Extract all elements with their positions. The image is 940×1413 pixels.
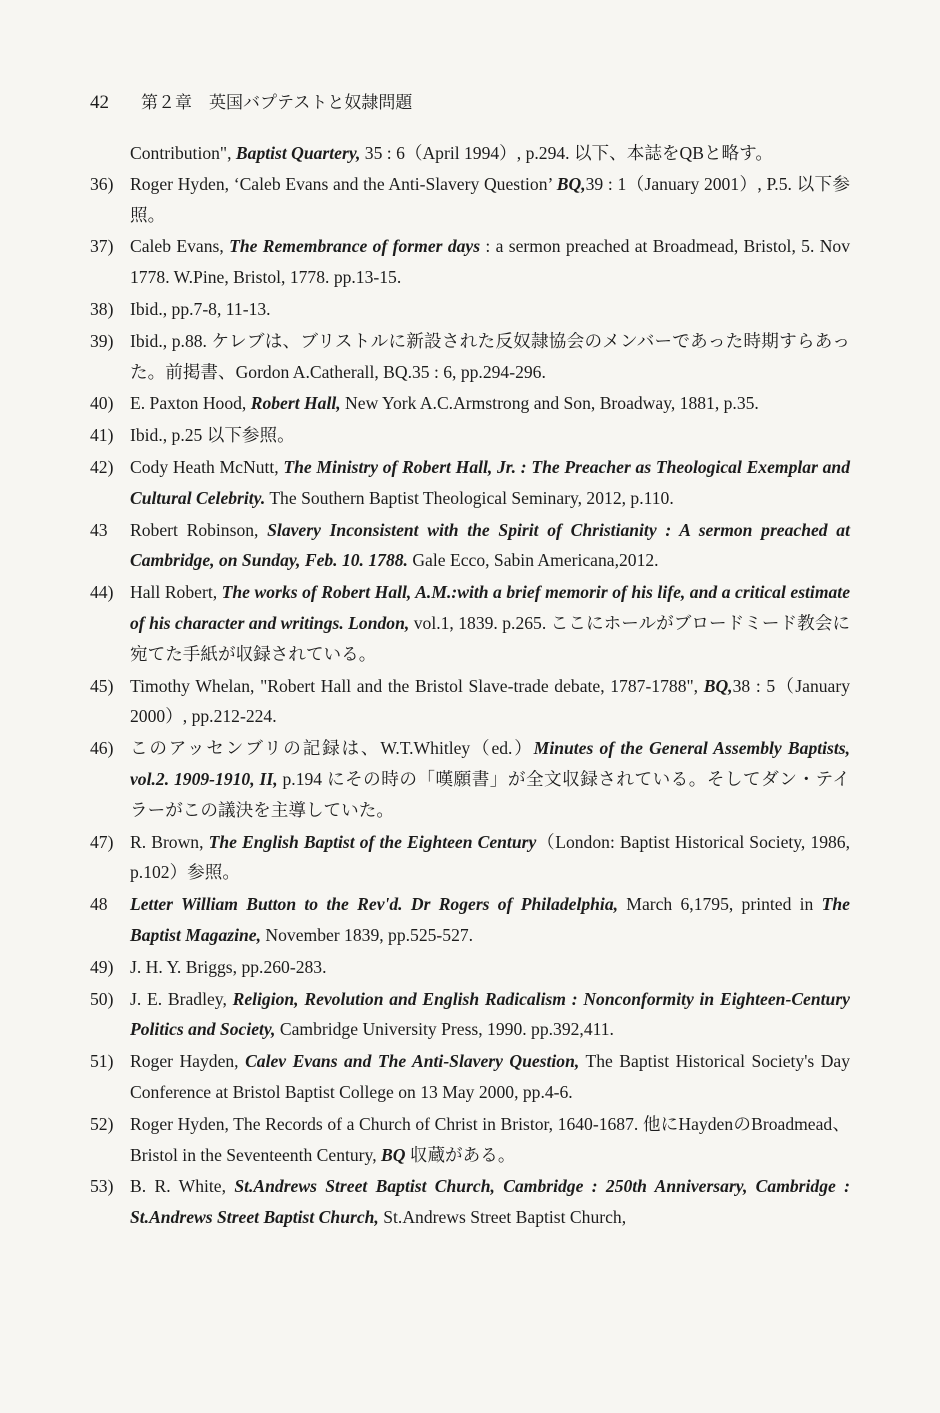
text-span: Timothy Whelan, "Robert Hall and the Bristol Slave-trade debate, 1787-1788", <box>130 675 704 696</box>
footnote-number: 37) <box>90 236 114 257</box>
footnote <box>90 733 850 825</box>
footnote <box>90 326 850 388</box>
footnote-number: 39) <box>90 330 114 351</box>
italic-title-span: The Ministry of Robert Hall, Jr. : The Preacher as Theological Exemplar and Cultural Celebrity. <box>130 456 850 508</box>
text-span: （London: Baptist Historical Society, 1986, p.102）参照。 <box>130 831 850 883</box>
footnote-number: 40) <box>90 393 114 414</box>
italic-title-span: Slavery Inconsistent with the Spirit of Christianity : A sermon preached at Cambridge, on Sunday, Feb. 10. 1788. <box>130 519 850 571</box>
footnote-number: 46) <box>90 738 114 759</box>
footnote <box>90 827 850 889</box>
italic-title-span: Letter William Button to the Rev'd. Dr Rogers of Philadelphia, <box>130 894 619 915</box>
footnote <box>90 577 850 669</box>
chapter-title: 第２章 英国バプテストと奴隷問題 <box>141 93 413 113</box>
footnote <box>90 515 850 577</box>
footnote-text <box>130 326 850 388</box>
text-span: 39 : 1（January 2001）, P.5. 以下参照。 <box>130 173 850 225</box>
footnote-text <box>130 515 850 577</box>
italic-title-span: Minutes of the General Assembly Baptists, vol.2. 1909-1910, II, <box>130 738 850 789</box>
italic-title-span: The Remembrance of former days <box>229 236 481 257</box>
footnote-number: 52) <box>90 1113 114 1134</box>
text-span: J. E. Bradley, <box>130 988 233 1009</box>
footnote-number: 44) <box>90 582 114 603</box>
footnote-number: 36) <box>90 173 114 194</box>
footnote-text <box>130 420 850 451</box>
footnote <box>90 984 850 1046</box>
footnote-text <box>130 452 850 514</box>
footnote-text <box>130 952 850 983</box>
text-span: The Southern Baptist Theological Seminary, 2012, p.110. <box>265 487 674 508</box>
text-span: p.194 にその時の「嘆願書」が全文収録されている。そしてダン・テイラーがこの議決を主導していた。 <box>130 768 850 820</box>
footnote <box>90 169 850 231</box>
footnote <box>90 1109 850 1171</box>
footnote-number: 48 <box>90 894 108 915</box>
italic-title-span: The English Baptist of the Eighteen Century <box>208 831 537 852</box>
text-span: Ibid., p.88. ケレブは、ブリストルに新設された反奴隷協会のメンバーであった時期すらあった。前掲書、Gordon A.Catherall, BQ.35 : 6, pp.294-296. <box>130 330 850 382</box>
text-span: Ibid., pp.7-8, 11-13. <box>130 298 271 319</box>
footnote-text <box>130 1046 850 1108</box>
text-span: Caleb Evans, <box>130 236 230 257</box>
footnote-number: 41) <box>90 425 114 446</box>
footnote-text <box>130 827 850 889</box>
footnote <box>90 952 850 983</box>
text-span: Roger Hyden, ‘Caleb Evans and the Anti-Slavery Question’ <box>130 173 557 194</box>
footnote-text <box>130 231 850 293</box>
text-span: St.Andrews Street Baptist Church, <box>378 1207 627 1228</box>
italic-title-span: Calev Evans and The Anti-Slavery Question, <box>245 1051 580 1072</box>
footnote-number: 49) <box>90 956 114 977</box>
text-span: Hall Robert, <box>130 582 222 603</box>
text-span: Roger Hayden, <box>130 1051 246 1072</box>
text-span: 収蔵がある。 <box>405 1144 516 1165</box>
italic-title-span: St.Andrews Street Baptist Church, Cambridge : 250th Anniversary, Cambridge : St.Andrews Street Baptist Church, <box>130 1176 850 1228</box>
footnote-text <box>130 671 850 733</box>
text-span: vol.1, 1839. p.265. ここにホールがブロードミード教会に宛てた手紙が収録されている。 <box>130 612 850 664</box>
text-span: Roger Hyden, The Records of a Church of Christ in Bristor, 1640-1687. 他にHaydenのBroadmead、Bristol in the Seventeenth Century, <box>130 1113 850 1165</box>
footnote-number: 50) <box>90 988 114 1009</box>
footnotes-list <box>90 138 850 1234</box>
footnote <box>90 1171 850 1233</box>
text-span: Robert Robinson, <box>130 519 268 540</box>
text-span: J. H. Y. Briggs, pp.260-283. <box>130 956 327 977</box>
text-span: March 6,1795, printed in <box>618 894 822 915</box>
footnote-number: 42) <box>90 456 114 477</box>
footnote-text <box>130 733 850 825</box>
footnote-text <box>130 889 850 951</box>
text-span: Gale Ecco, Sabin Americana,2012. <box>407 550 659 571</box>
text-span: E. Paxton Hood, <box>130 393 251 414</box>
footnote-number: 53) <box>90 1176 114 1197</box>
footnote-text <box>130 388 850 419</box>
italic-title-span: Baptist Quartery, <box>235 143 361 163</box>
footnote <box>90 231 850 293</box>
italic-title-span: BQ <box>381 1144 406 1165</box>
italic-title-span: The works of Robert Hall, A.M.:with a brief memorir of his life, and a critical estimate of his character and writings. London, <box>130 582 850 633</box>
text-span: 35 : 6（April 1994）, p.294. 以下、本誌をQBと略す。 <box>360 143 773 163</box>
footnote-text <box>130 1109 850 1171</box>
italic-title-span: BQ, <box>556 173 586 194</box>
footnote-number: 47) <box>90 831 114 852</box>
text-span: B. R. White, <box>130 1176 235 1197</box>
text-span: November 1839, pp.525-527. <box>261 924 474 945</box>
footnote <box>90 1046 850 1108</box>
text-span: Cambridge University Press, 1990. pp.392,411. <box>275 1019 614 1040</box>
page-number: 42 <box>90 92 109 113</box>
footnote <box>90 671 850 733</box>
footnote-number: 43 <box>90 519 108 540</box>
footnote-number: 38) <box>90 298 114 319</box>
italic-title-span: BQ, <box>703 675 733 696</box>
footnote-text <box>130 984 850 1046</box>
footnote <box>90 420 850 451</box>
text-span: このアッセンブリの記録は、W.T.Whitley（ed.） <box>130 738 534 759</box>
text-span: 38 : 5（January 2000）, pp.212-224. <box>130 675 850 727</box>
footnote <box>90 294 850 325</box>
text-span: The Baptist Historical Society's Day Conference at Bristol Baptist College on 13 May 2000, pp.4-6. <box>130 1051 851 1102</box>
footnote-number: 45) <box>90 675 114 696</box>
text-span: New York A.C.Armstrong and Son, Broadway, 1881, p.35. <box>340 393 759 414</box>
text-span: : a sermon preached at Broadmead, Bristol, 5. Nov 1778. W.Pine, Bristol, 1778. pp.13-15. <box>130 236 850 288</box>
footnote-text <box>130 577 850 669</box>
page-header <box>90 88 412 114</box>
footnote <box>90 889 850 951</box>
footnote-number: 51) <box>90 1051 114 1072</box>
footnote <box>90 452 850 514</box>
text-span: Cody Heath McNutt, <box>130 456 284 477</box>
text-span: Ibid., p.25 以下参照。 <box>130 425 295 446</box>
footnote <box>90 388 850 419</box>
italic-title-span: Religion, Revolution and English Radicalism : Nonconformity in Eighteen-Century Politics and Society, <box>130 988 850 1040</box>
text-span: Contribution", <box>130 143 236 163</box>
footnote-text <box>130 1171 850 1233</box>
footnote-text <box>130 169 850 231</box>
italic-title-span: Robert Hall, <box>250 393 341 414</box>
footnote-continuation <box>90 138 850 169</box>
footnote-text <box>130 294 850 325</box>
italic-title-span: The Baptist Magazine, <box>130 894 850 945</box>
text-span: R. Brown, <box>130 831 209 852</box>
